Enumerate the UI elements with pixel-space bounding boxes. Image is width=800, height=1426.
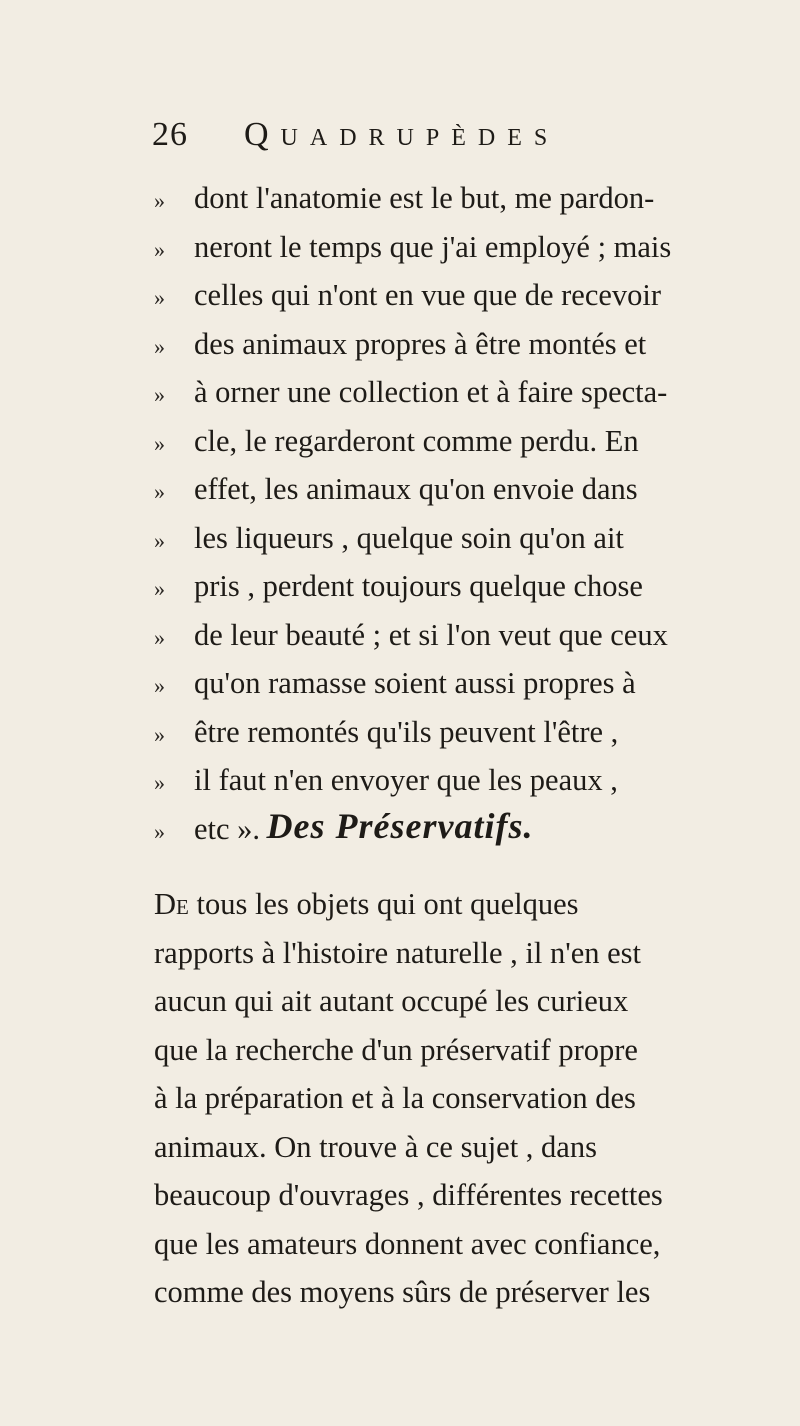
quote-text: neront le temps que j'ai employé ; mais xyxy=(194,229,672,264)
quote-text: à orner une collection et à faire specta- xyxy=(194,375,668,409)
guillemet-mark: » xyxy=(154,188,165,213)
guillemet-mark: » xyxy=(154,285,165,310)
quote-text: effet, les animaux qu'on envoie dans xyxy=(194,472,638,506)
quote-text: des animaux propres à être montés et xyxy=(194,326,647,361)
body-line: à la préparation et à la conservation des xyxy=(154,1081,636,1115)
body-line: rapports à l'histoire naturelle , il n'en est xyxy=(154,935,641,970)
guillemet-mark: » xyxy=(154,721,165,747)
guillemet-mark: » xyxy=(154,673,165,698)
quote-line xyxy=(154,562,694,611)
quote-line xyxy=(154,756,694,805)
quotation-block xyxy=(154,174,694,853)
quote-text: de leur beauté ; et si l'on veut que ceux xyxy=(194,617,668,652)
quote-line xyxy=(154,514,694,563)
quote-line xyxy=(154,659,694,708)
guillemet-mark: » xyxy=(154,818,165,844)
quote-text: celles qui n'ont en vue que de recevoir xyxy=(194,278,662,312)
opening-word: De xyxy=(154,887,189,921)
quote-text: il faut n'en envoyer que les peaux , xyxy=(194,763,618,797)
quote-line xyxy=(154,368,694,417)
guillemet-mark: » xyxy=(154,430,165,456)
guillemet-mark: » xyxy=(154,382,165,407)
guillemet-mark: » xyxy=(154,479,165,504)
quote-text: qu'on ramasse soient aussi propres à xyxy=(194,666,636,700)
quote-text: cle, le regarderont comme perdu. En xyxy=(194,423,639,458)
guillemet-mark: » xyxy=(154,770,165,795)
body-paragraph xyxy=(154,880,714,1317)
quote-line xyxy=(154,223,694,272)
quote-line xyxy=(154,708,694,757)
quote-text: etc ». xyxy=(194,811,261,846)
quote-text: être remontés qu'ils peuvent l'être , xyxy=(194,714,619,749)
body-line: que la recherche d'un préservatif propre xyxy=(154,1032,638,1067)
quote-line xyxy=(154,611,694,660)
quote-line xyxy=(154,465,694,514)
guillemet-mark: » xyxy=(154,576,165,601)
body-line xyxy=(154,880,714,929)
running-head xyxy=(152,116,612,160)
quote-line xyxy=(154,174,694,223)
quote-text: pris , perdent toujours quelque chose xyxy=(194,569,643,603)
running-head-title: Quadrupèdes xyxy=(244,116,560,153)
section-title: Des Préservatifs. xyxy=(266,806,534,846)
quote-text: les liqueurs , quelque soin qu'on ait xyxy=(194,520,624,555)
guillemet-mark: » xyxy=(154,236,165,262)
quote-line xyxy=(154,417,694,466)
guillemet-mark: » xyxy=(154,624,165,650)
quote-line xyxy=(154,271,694,320)
guillemet-mark: » xyxy=(154,333,165,359)
body-line: animaux. On trouve à ce sujet , dans xyxy=(154,1129,597,1164)
body-line: beaucoup d'ouvrages , différentes recettes xyxy=(154,1178,663,1212)
body-line: comme des moyens sûrs de préserver les xyxy=(154,1275,651,1309)
body-line: aucun qui ait autant occupé les curieux xyxy=(154,984,629,1018)
body-line-text: tous les objets qui ont quelques xyxy=(188,887,579,921)
quote-line xyxy=(154,320,694,369)
quote-text: dont l'anatomie est le but, me pardon- xyxy=(194,181,655,215)
page-number: 26 xyxy=(152,116,188,153)
body-line: que les amateurs donnent avec confiance, xyxy=(154,1226,661,1261)
guillemet-mark: » xyxy=(154,527,165,553)
